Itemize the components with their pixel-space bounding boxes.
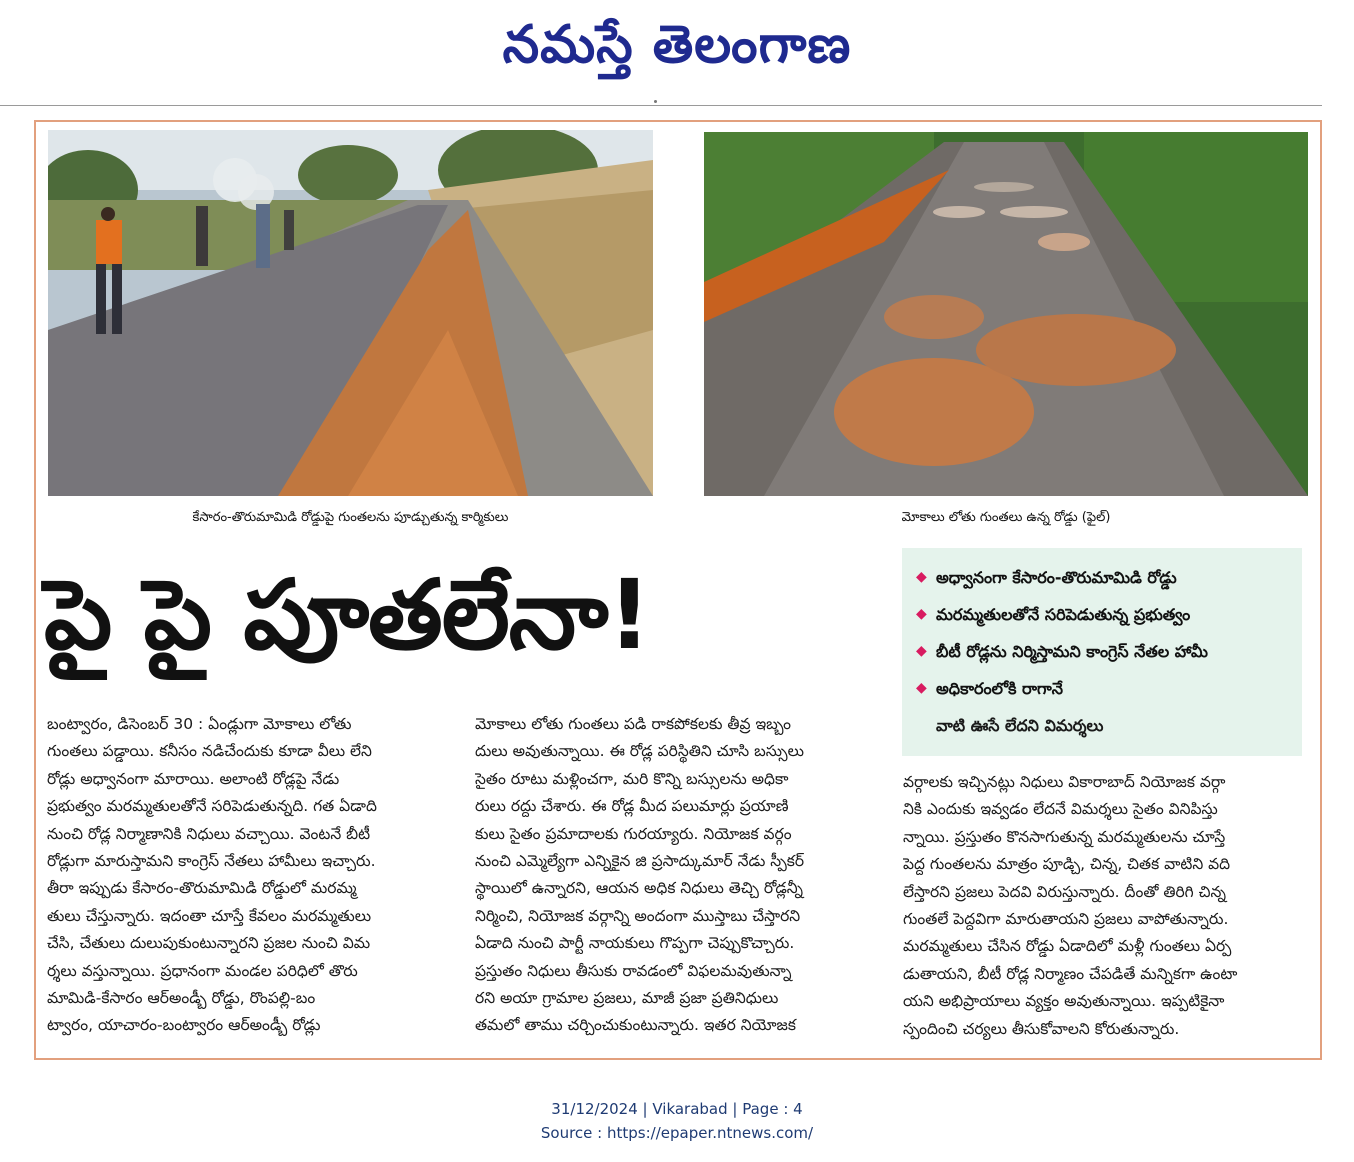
diamond-bullet-icon: ◆ — [916, 569, 927, 585]
article-line: బంట్వారం, డిసెంబర్ 30 : ఏండ్లుగా మోకాలు లోతు — [47, 715, 352, 733]
highlight-item — [916, 562, 1288, 599]
article-line: నుంచి రోడ్ల నిర్మాణానికి నిధులు వచ్చాయి. వెంటనే బీటీ — [47, 824, 371, 843]
highlight-item — [916, 636, 1288, 673]
article-line: రని అయా గ్రామాల ప్రజలు, మాజీ ప్రజా ప్రతినిధులు — [475, 989, 779, 1008]
article-line: ప్రభుత్వం మరమ్మతులతోనే సరిపెడుతున్నది. గత ఏడాది — [47, 797, 377, 816]
photo-road-repair — [48, 130, 653, 496]
footer-edition-info: 31/12/2024 | Vikarabad | Page : 4 — [551, 1100, 803, 1118]
article-line: స్థాయిలో ఉన్నారని, ఆయన అధిక నిధులు తెచ్చి రోడ్లన్నీ — [475, 879, 803, 898]
article-line: స్పందించి చర్యలు తీసుకోవాలని కోరుతున్నారు. — [903, 1019, 1180, 1038]
article-line: యని అభిప్రాయాలు వ్యక్తం అవుతున్నాయి. ఇప్పటికైనా — [903, 992, 1225, 1011]
highlight-text: అధికారంలోకి రాగానే — [936, 679, 1063, 698]
article-line: రులు రద్దు చేశారు. ఈ రోడ్ల మీద పలుమార్లు ప్రయాణి — [475, 797, 789, 816]
article-line: సైతం రూటు మళ్లించగా, మరి కొన్ని బస్సులను అధికా — [475, 769, 789, 788]
photo-potholed-road-caption: మోకాలు లోతు గుంతలు ఉన్న రోడ్డు (ఫైల్) — [901, 510, 1111, 525]
highlight-text: అధ్వానంగా కేసారం-తొరుమామిడి రోడ్డు — [936, 568, 1177, 587]
article-line: దులు అవుతున్నాయి. ఈ రోడ్ల పరిస్థితిని చూసి బస్సులు — [475, 742, 804, 761]
article-line: రోడ్లుగా మారుస్తామని కాంగ్రెస్ నేతలు హామీలు ఇచ్చారు. — [47, 852, 376, 871]
article-line: తమలో తాము చర్చించుకుంటున్నారు. ఇతర నియోజక — [475, 1016, 796, 1035]
article-line: మరమ్మతులు చేసిన రోడ్డు ఏడాదిలో మళ్లీ గుంతలు ఏర్ప — [903, 937, 1232, 956]
highlights-box — [902, 548, 1302, 756]
highlight-continuation: వాటి ఊసే లేదని విమర్శలు — [936, 716, 1104, 735]
photo-road-repair-image — [48, 130, 653, 496]
photo-potholed-road — [704, 132, 1308, 496]
article-line: న్నాయి. ప్రస్తుతం కొనసాగుతున్న మరమ్మతులను చూస్తే — [903, 827, 1226, 846]
masthead-divider — [0, 105, 1322, 106]
article-line: ఏడాది నుంచి పార్టీ నాయకులు గొప్పగా చెప్పుకొచ్చారు. — [475, 934, 795, 953]
masthead — [0, 0, 1354, 100]
masthead-dot — [654, 100, 657, 103]
article-column-3 — [903, 769, 1303, 1043]
article-line: లేస్తారని ప్రజలు పెదవి విరుస్తున్నారు. దీంతో తిరిగి చిన్న — [903, 882, 1227, 901]
highlight-text: మరమ్మతులతోనే సరిపెడుతున్న ప్రభుత్వం — [936, 605, 1191, 624]
article-column-1 — [47, 711, 452, 1040]
article-line: రోడ్లు అధ్వానంగా మారాయి. అలాంటి రోడ్లపై నేడు — [47, 769, 340, 788]
photo-potholed-road-image — [704, 132, 1308, 496]
article-line: ట్వారం, యాచారం-బంట్వారం ఆర్అండ్బీ రోడ్లు — [47, 1016, 321, 1035]
headline: పై పై పూతలేనా! — [44, 559, 651, 671]
article-line: మామిడి-కేసారం ఆర్అండ్బీ రోడ్డు, రొంపల్లి-బం — [47, 989, 316, 1008]
article-line: డుతాయని, బీటీ రోడ్ల నిర్మాణం చేపడితే మన్నికగా ఉంటా — [903, 964, 1238, 983]
highlight-item — [916, 673, 1288, 710]
article-line: ర్శలు వస్తున్నాయి. ప్రధానంగా మండల పరిధిలో తొరు — [47, 961, 358, 980]
diamond-bullet-icon: ◆ — [916, 606, 927, 622]
article-line: వర్గాలకు ఇచ్చినట్లు నిధులు వికారాబాద్ నియోజక వర్గా — [903, 773, 1226, 791]
article-line: చేసి, చేతులు దులుపుకుంటున్నారని ప్రజల నుంచి విమ — [47, 934, 371, 953]
masthead-logo: నమస్తే తెలంగాణ — [502, 15, 852, 75]
footer-source-link[interactable]: Source : https://epaper.ntnews.com/ — [540, 1124, 814, 1142]
article-line: మోకాలు లోతు గుంతలు పడి రాకపోకలకు తీవ్ర ఇబ్బం — [475, 715, 791, 733]
article-line: నుంచి ఎమ్మెల్యేగా ఎన్నికైన జి ప్రసాద్కుమార్ నేడు స్పీకర్ — [475, 852, 805, 871]
article-column-2 — [475, 711, 880, 1040]
diamond-bullet-icon: ◆ — [916, 643, 927, 659]
article-line: గుంతలే పెద్దవిగా మారుతాయని ప్రజలు వాపోతున్నారు. — [903, 910, 1229, 929]
diamond-bullet-icon: ◆ — [916, 680, 927, 696]
article-line: తీరా ఇప్పుడు కేసారం-తొరుమామిడి రోడ్డులో మరమ్మ — [47, 879, 357, 898]
photo-road-repair-caption: కేసారం-తొరుమామిడి రోడ్డుపై గుంతలను పూడ్చుతున్న కార్మికులు — [192, 510, 509, 525]
article-line: కులు సైతం ప్రమాదాలకు గురయ్యారు. నియోజక వర్గం — [475, 824, 792, 843]
article-line: నికి ఎందుకు ఇవ్వడం లేదనే విమర్శలు సైతం వినిపిస్తు — [903, 800, 1218, 819]
article-line: నిర్మించి, నియోజక వర్గాన్ని అందంగా ముస్తాబు చేస్తారని — [475, 906, 801, 925]
article-line: పెద్ద గుంతలను మాత్రం పూడ్చి, చిన్న, చితక వాటిని వది — [903, 855, 1231, 874]
highlight-text: బీటీ రోడ్లను నిర్మిస్తామని కాంగ్రెస్ నేతల హామీ — [936, 642, 1208, 661]
article-line: గుంతలు పడ్డాయి. కనీసం నడిచేందుకు కూడా వీలు లేని — [47, 742, 372, 761]
highlight-item — [916, 599, 1288, 636]
article-line: ప్రస్తుతం నిధులు తీసుకు రావడంలో విఫలమవుతున్నా — [475, 961, 792, 980]
article-line: తులు చేస్తున్నారు. ఇదంతా చూస్తే కేవలం మరమ్మతులు — [47, 906, 372, 925]
